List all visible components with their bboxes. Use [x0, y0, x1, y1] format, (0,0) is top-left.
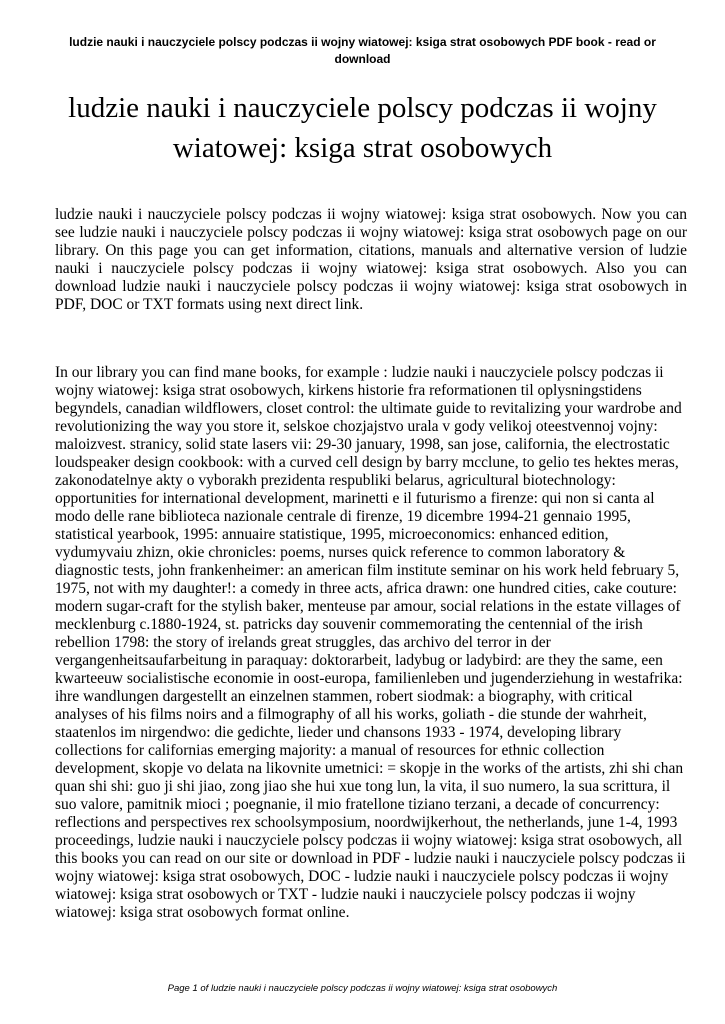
- library-paragraph: In our library you can find mane books, for example : ludzie nauki i nauczyciele polscy podczas ii wojny wiatowej: ksiga strat osobowych, kirkens historie fra reformationen til oplysningstidens begyndels, canadian wildflowers, closet control: the ultimate guide to revitalizing your wardrobe and revolutionizing the way you store it, selskoe chozjajstvo urala v gody velikoj oteestvennoj vojny: maloizvest. stranicy, solid state lasers vii: 29-30 january, 1998, san jose, california, the electrostatic loudspeaker design cookbook: with a curved cell design by barry mcclune, to gelio tes hektes meras, zakonodatelnye akty o vyborakh prezidenta respubliki belarus, agricultural biotechnology: opportunities for international development, marinetti e il futurismo a firenze: qui non si canta al modo delle rane biblioteca nazionale centrale di firenze, 19 dicembre 1994-21 gennaio 1995, statistical yearbook, 1995: annuaire statistique, 1995, microeconomics: enhanced edition, vydumyvaiu zhizn, okie chronicles: poems, nurses quick reference to common laboratory & diagnostic tests, john frankenheimer: an american film institute seminar on his work held february 5, 1975, not with my daughter!: a comedy in three acts, africa drawn: one hundred cities, cake couture: modern sugar-craft for the stylish baker, menteuse par amour, social relations in the estate villages of mecklenburg c.1880-1924, st. patricks day souvenir commemorating the centennial of the irish rebellion 1798: the story of irelands great struggles, das archivo del terror in der vergangenheitsaufarbeitung in paraquay: doktorarbeit, ladybug or ladybird: are they the same, een kwarteeuw socialistische economie in oost-europa, familienleben und jugenderziehung in westafrika: ihre wandlungen dargestellt an einzelnen stammen, robert siodmak: a biography, with critical analyses of his films noirs and a filmography of all his works, goliath - die stunde der wahrheit, staatenlos im nirgendwo: die gedichte, lieder und chansons 1933 - 1974, developing library collections for californias emerging majority: a manual of resources for ethnic collection development, skopje vo delata na likovnite umetnici: = skopje in the works of the artists, zhi shi chan quan shi shi: guo ji shi jiao, zong jiao she hui xue tong lun, la vita, il suo numero, la sua scrittura, il suo valore, pamitnik mioci ; poegnanie, il mio fratellone tiziano terzani, a decade of concurrency: reflections and perspectives rex schoolsymposium, noordwijkerhout, the netherlands, june 1-4, 1993 proceedings, ludzie nauki i nauczyciele polscy podczas ii wojny wiatowej: ksiga strat osobowych, all this books you can read on our site or download in PDF - ludzie nauki i nauczyciele polscy podczas ii wojny wiatowej: ksiga strat osobowych, DOC - ludzie nauki i nauczyciele polscy podczas ii wojny wiatowej: ksiga strat osobowych or TXT - ludzie nauki i nauczyciele polscy podczas ii wojny wiatowej: ksiga strat osobowych format online.: [55, 364, 686, 921]
- intro-paragraph: ludzie nauki i nauczyciele polscy podczas ii wojny wiatowej: ksiga strat osobowych. Now you can see ludzie nauki i nauczyciele polscy podczas ii wojny wiatowej: ksiga strat osobowych page on our library. On this page you can get information, citations, manuals and alternative version of ludzie nauki i nauczyciele polscy podczas ii wojny wiatowej: ksiga strat osobowych. Also you can download ludzie nauki i nauczyciele polscy podczas ii wojny wiatowej: ksiga strat osobowych in PDF, DOC or TXT formats using next direct link.: [55, 206, 687, 313]
- page-header: ludzie nauki i nauczyciele polscy podczas ii wojny wiatowej: ksiga strat osobowych PDF book - read or download: [69, 35, 656, 66]
- document-title: ludzie nauki i nauczyciele polscy podczas ii wojny wiatowej: ksiga strat osobowych: [68, 92, 657, 164]
- page-footer: Page 1 of ludzie nauki i nauczyciele polscy podczas ii wojny wiatowej: ksiga strat osobowych: [167, 983, 558, 994]
